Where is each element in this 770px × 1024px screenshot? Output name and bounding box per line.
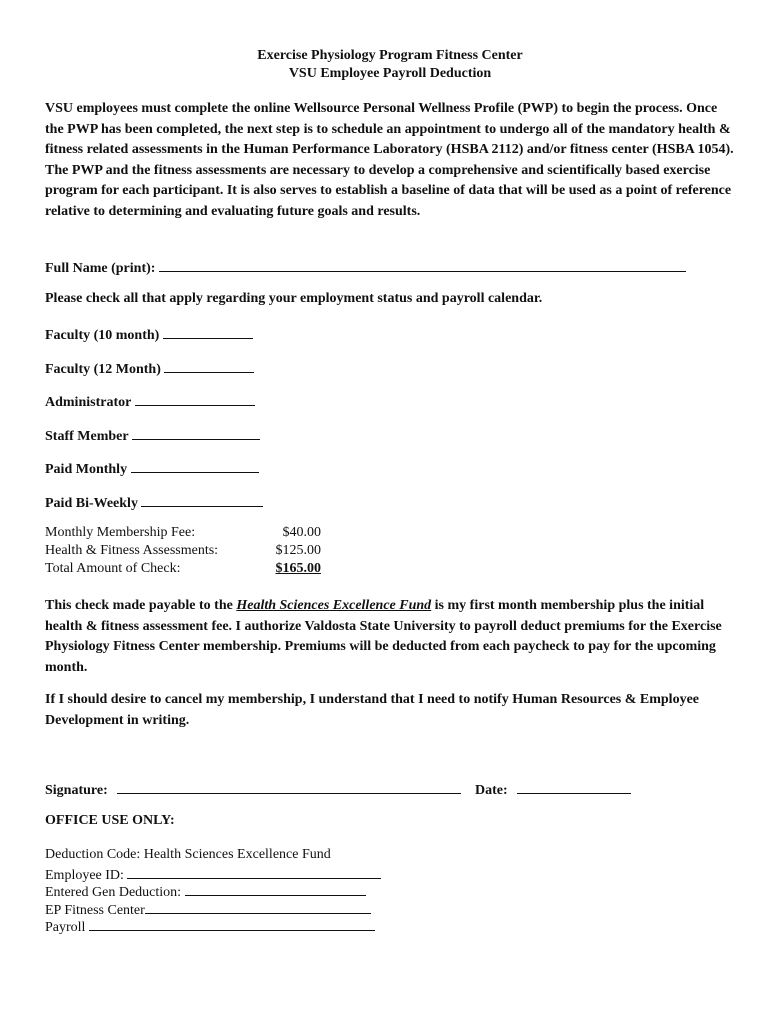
entered-gen-field[interactable] — [185, 881, 366, 896]
staff-member-field[interactable] — [132, 425, 260, 440]
option-faculty-10: Faculty (10 month) — [45, 324, 253, 344]
ep-fitness-field[interactable] — [145, 899, 371, 914]
option-paid-monthly: Paid Monthly — [45, 458, 259, 478]
title-line-1: Exercise Physiology Program Fitness Center — [257, 48, 523, 63]
employee-id-row: Employee ID: — [45, 864, 381, 885]
faculty-10-field[interactable] — [163, 324, 253, 339]
signature-label: Signature: — [45, 783, 108, 798]
date-field[interactable] — [517, 779, 631, 794]
signature-field[interactable] — [117, 779, 461, 794]
payroll-row: Payroll — [45, 916, 375, 937]
intro-paragraph: VSU employees must complete the online Wellsource Personal Wellness Profile (PWP) to begin the process. Once the PWP has been completed, the next step is to schedule an appointment to undergo all of the mandatory health & fitness related assessments in the Human Performance Laboratory (HSBA 2112) and/or fitness center (HSBA 1054). The PWP and the fitness assessments are necessary to develop a comprehensive and scientifically based exercise program for each participant. It is also serves to establish a baseline of data that will be used as a point of reference relative to determining and evaluating future goals and results. — [45, 101, 734, 219]
full-name-row — [45, 257, 686, 277]
signature-row — [45, 779, 461, 799]
payable-paragraph: This check made payable to the Health Sciences Excellence Fund is my first month membership plus the initial health & fitness assessment fee. I authorize Valdosta State University to payroll deduct premiums for the Exercise Physiology Fitness Center membership. Premiums will be deducted from each paycheck to pay for the upcoming month. — [45, 598, 722, 675]
entered-gen-row: Entered Gen Deduction: — [45, 881, 366, 902]
option-staff-member: Staff Member — [45, 425, 260, 445]
title-line-2: VSU Employee Payroll Deduction — [288, 66, 492, 81]
paid-monthly-field[interactable] — [131, 458, 259, 473]
date-row — [475, 779, 631, 799]
full-name-field[interactable] — [159, 257, 686, 272]
full-name-label: Full Name (print): — [45, 261, 156, 276]
deduction-code: Deduction Code: Health Sciences Excellence Fund — [45, 847, 331, 862]
faculty-12-field[interactable] — [164, 358, 254, 373]
ep-fitness-row: EP Fitness Center — [45, 899, 371, 920]
date-label: Date: — [475, 783, 508, 798]
cancel-paragraph: If I should desire to cancel my membership, I understand that I need to notify Human Resources & Employee Development in writing. — [45, 692, 699, 728]
office-use-heading: OFFICE USE ONLY: — [45, 813, 175, 828]
option-paid-bi-weekly: Paid Bi-Weekly — [45, 492, 263, 512]
option-administrator: Administrator — [45, 391, 255, 411]
check-instruction: Please check all that apply regarding your employment status and payroll calendar. — [45, 291, 543, 306]
paid-bi-weekly-field[interactable] — [141, 492, 263, 507]
option-faculty-12: Faculty (12 Month) — [45, 358, 254, 378]
fund-name: Health Sciences Excellence Fund — [236, 598, 432, 613]
employee-id-field[interactable] — [127, 864, 381, 879]
administrator-field[interactable] — [135, 391, 255, 406]
payroll-field[interactable] — [89, 916, 375, 931]
form-page: Exercise Physiology Program Fitness Center VSU Employee Payroll Deduction VSU employees must complete the online Wellsource Personal Wellness Profile (PWP) to begin the process. Once the PWP has been completed, the next step is to schedule an appointment to undergo all of the mandatory health & fitness related assessments in the Human Performance Laboratory (HSBA 2112) and/or fitness center (HSBA 1054). The PWP and the fitness assessments are necessary to develop a comprehensive and scientifically based exercise program for each participant. It is also serves to establish a baseline of data that will be used as a point of reference relative to determining and evaluating future goals and results. Full Name (print): Please check all that apply regarding your employment status and payroll calendar. Faculty (10 month) Faculty (12 Month) Administrator Staff Member Paid Monthly Paid Bi-Weekly Monthly Membership Fee: $40.00 Health & Fitness Assessments: $125.00 Total Amount of Check: $165.00 This check made payable to the Health Sciences Excellence Fund is my first month membership plus the initial health & fitness assessment fee. I authorize Valdosta State University to payroll deduct premiums for the Exercise Physiology Fitness Center membership. Premiums will be deducted from each paycheck to pay for the upcoming month. If I should desire to cancel my membership, I understand that I need to notify Human Resources & Employee Development in writing. Signature: Date: OFFICE USE ONLY: Deduction Code: Health Sciences Excellence Fund Employee ID: Entered Gen Deduction: EP Fitness Center Payroll — [45, 48, 734, 935]
form-title — [45, 47, 735, 83]
